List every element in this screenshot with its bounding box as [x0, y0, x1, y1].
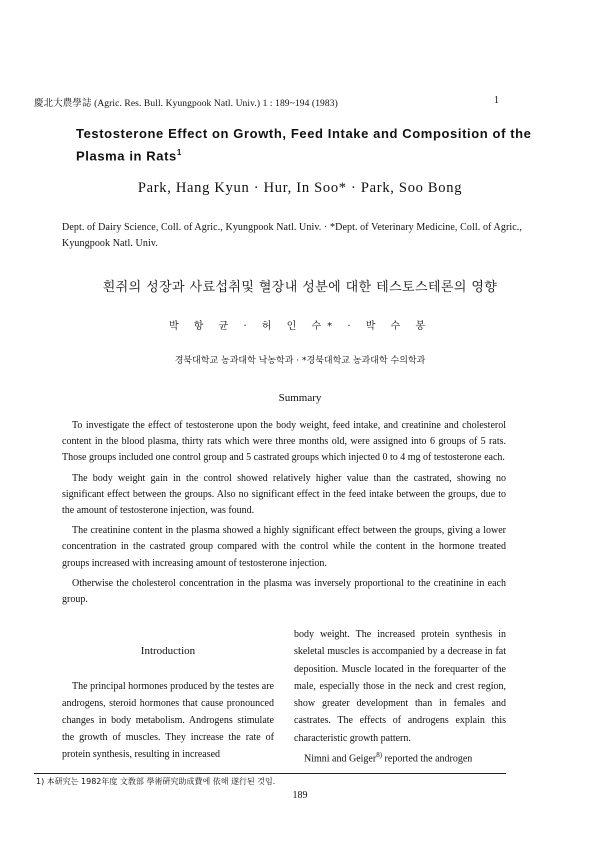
paper-title [76, 124, 536, 165]
paragraph-continuation: reported the androgen [382, 753, 473, 765]
introduction-heading: Introduction [140, 645, 196, 657]
footnote-divider [34, 773, 506, 774]
affiliation: Dept. of Dairy Science, Coll. of Agric., Kyungpook Natl. Univ. · *Dept. of Veterinary Medicine, Coll. of Agric., Kyungpook Natl. Univ. [62, 222, 522, 249]
korean-title: 흰쥐의 성장과 사료섭취및 혈장내 성분에 대한 테스토스테론의 영향 [102, 280, 498, 295]
citation-reference: 8) [376, 751, 383, 760]
header-page-number: 1 [494, 95, 499, 106]
summary-paragraph: The creatinine content in the plasma showed a highly significant effect between the groups, giving a lower concentration in the castrated group compared with the control while the content in the hormone treated groups increased with increasing amount of testosterone injection. [62, 525, 506, 569]
right-column [294, 626, 506, 768]
korean-affiliation: 경북대학교 농과대학 낙농학과 · *경북대학교 농과대학 수의학과 [174, 356, 426, 366]
journal-header: 慶北大農學誌 (Agric. Res. Bull. Kyungpook Natl. Univ.) 1 : 189~194 (1983) [34, 99, 338, 109]
introduction-paragraph [294, 747, 506, 768]
summary-paragraph: To investigate the effect of testosterone upon the body weight, feed intake, and creatinine and cholesterol content in the blood plasma, thirty rats which were three months old, were assigned into 6 groups of 5 rats. Those groups included one control group and 5 castrated groups which injected 0 to 4 mg of testosterone each. [62, 420, 506, 464]
summary-paragraph: The body weight gain in the control showed relatively higher value than the castrated, showing no significant effect between the groups. Also no significant effect in the feed intake between the groups, due to the amount of testosterone injection, was found. [62, 472, 506, 517]
summary-body [62, 418, 506, 612]
footnote: 1) 本研究는 1982年度 文敎部 學術硏究助成費에 依해 遂行된 것임. [36, 777, 276, 786]
title-footnote-marker: 1 [176, 148, 182, 157]
summary-paragraph: Otherwise the cholesterol concentration in the plasma was inversely proportional to the creatinine in each group. [62, 577, 506, 606]
summary-heading: Summary [278, 392, 322, 404]
page-number: 189 [292, 790, 308, 801]
introduction-paragraph: body weight. The increased protein synthesis in skeletal muscles is accompanied by a decrease in fat deposition. Muscle located in the forequarter of the male, especially those in the neck and crest region, show greater development than in females and castrates. The effects of androgens explain this characteristic growth pattern. [294, 629, 506, 744]
authors: Park, Hang Kyun · Hur, In Soo* · Park, Soo Bong [137, 180, 463, 196]
korean-authors: 박 항 균 · 허 인 수* · 박 수 봉 [168, 321, 432, 332]
introduction-paragraph: The principal hormones produced by the testes are androgens, steroid hormones that cause pronounced changes in body metabolism. Androgens stimulate the growth of muscles. They increase the rate of protein synthesis, resulting in increased [62, 681, 274, 760]
paper-title-text: Testosterone Effect on Growth, Feed Intake and Composition of the Plasma in Rats [76, 126, 532, 164]
left-column [62, 643, 274, 763]
citation-authors: Nimni and Geiger [304, 753, 377, 765]
